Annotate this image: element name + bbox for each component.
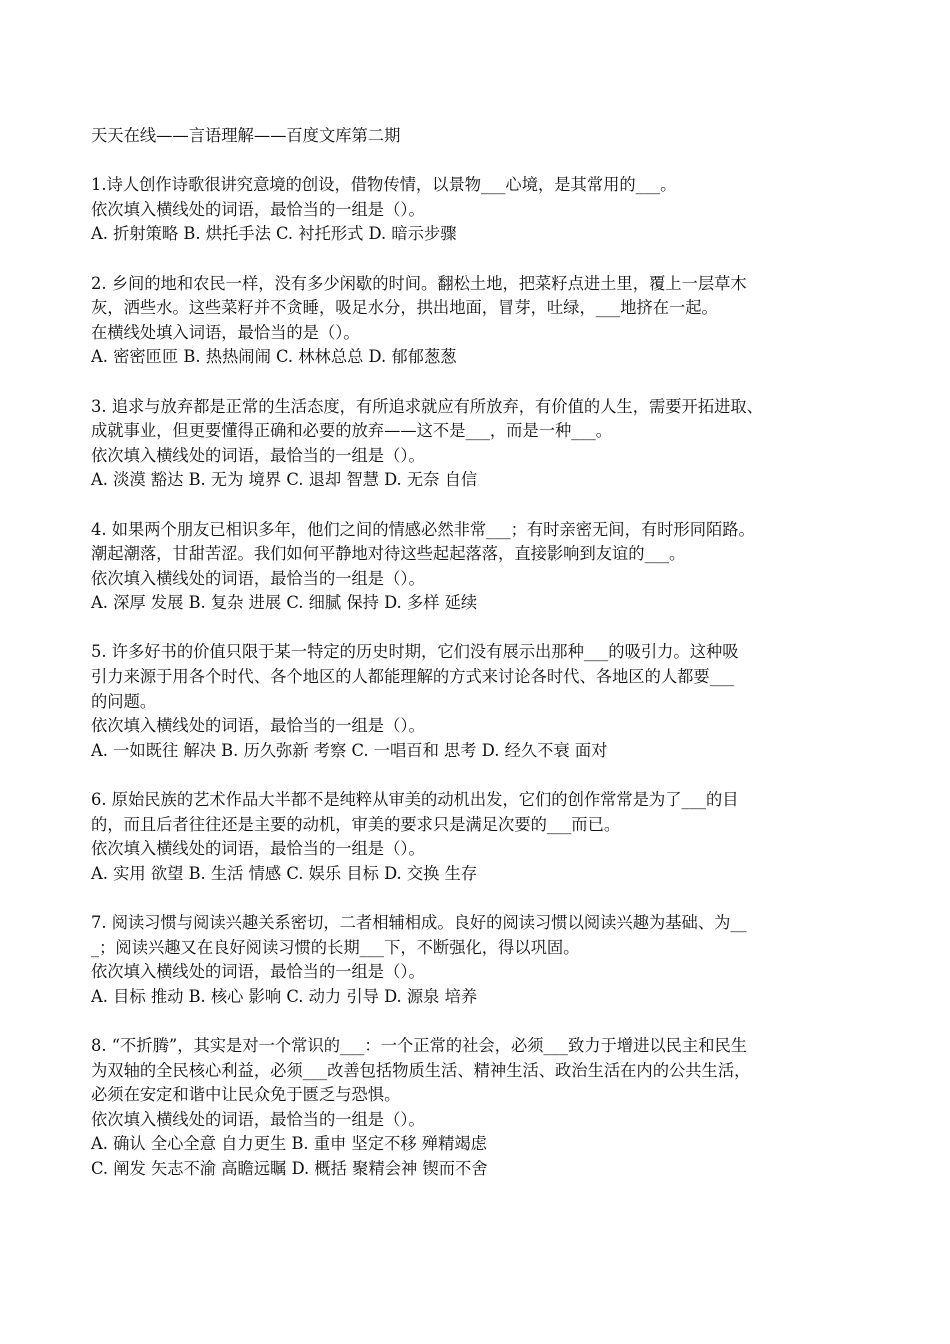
question-line: 8. “不折腾”，其实是对一个常识的___：一个正常的社会，必须___致力于增进以民主和民生 <box>91 1035 748 1055</box>
question-line: 6. 原始民族的艺术作品大半都不是纯粹从审美的动机出发，它们的创作常常是为了___的目 <box>91 790 739 810</box>
document-title: 天天在线——言语理解——百度文库第二期 <box>91 126 401 145</box>
question-line: 依次填入横线处的词语，最恰当的一组是（）。 <box>91 199 425 219</box>
question-line: A. 密密匝匝 B. 热热闹闹 C. 林林总总 D. 郁郁葱葱 <box>91 347 457 367</box>
question-line: 成就事业，但更要懂得正确和必要的放弃——这不是___，而是一种___。 <box>91 421 613 441</box>
question-line: A. 折射策略 B. 烘托手法 C. 衬托形式 D. 暗示步骤 <box>91 224 457 244</box>
question-line: 必须在安定和谐中让民众免于匮乏与恐惧。 <box>91 1085 401 1105</box>
question-line: 潮起潮落，甘甜苦涩。我们如何平静地对待这些起起落落，直接影响到友谊的___。 <box>91 544 686 564</box>
question-line: A. 确认 全心全意 自力更生 B. 重申 坚定不移 殚精竭虑 <box>91 1134 487 1154</box>
question-5 <box>91 640 871 763</box>
question-line: A. 目标 推动 B. 核心 影响 C. 动力 引导 D. 源泉 培养 <box>91 986 478 1006</box>
question-line: 依次填入横线处的词语，最恰当的一组是（）。 <box>91 568 425 588</box>
question-line: 依次填入横线处的词语，最恰当的一组是（）。 <box>91 716 425 736</box>
question-8 <box>91 1034 871 1182</box>
question-line: _；阅读兴趣又在良好阅读习惯的长期___下，不断强化，得以巩固。 <box>91 937 580 957</box>
question-line: 为双轴的全民核心利益，必须___改善包括物质生活、精神生活、政治生活在内的公共生活， <box>91 1060 751 1080</box>
question-line: 7. 阅读习惯与阅读兴趣关系密切，二者相辅相成。良好的阅读习惯以阅读兴趣为基础、为__ <box>91 913 747 932</box>
question-2 <box>91 272 871 370</box>
document-page <box>91 124 871 1206</box>
question-4 <box>91 518 871 616</box>
question-line: 依次填入横线处的词语，最恰当的一组是（）。 <box>91 839 425 859</box>
question-3 <box>91 395 871 493</box>
question-line: A. 深厚 发展 B. 复杂 进展 C. 细腻 保持 D. 多样 延续 <box>91 593 478 613</box>
question-line: C. 阐发 矢志不渝 高瞻远瞩 D. 概括 聚精会神 锲而不舍 <box>91 1158 488 1178</box>
question-6 <box>91 788 871 886</box>
question-line: 4. 如果两个朋友已相识多年，他们之间的情感必然非常___；有时亲密无间，有时形同陌路。 <box>91 519 755 539</box>
question-line: 依次填入横线处的词语，最恰当的一组是（）。 <box>91 445 425 465</box>
question-line: 在横线处填入词语，最恰当的是（）。 <box>91 322 360 342</box>
question-line: A. 一如既往 解决 B. 历久弥新 考察 C. 一唱百和 思考 D. 经久不衰 面对 <box>91 740 608 760</box>
question-line: 3. 追求与放弃都是正常的生活态度，有所追求就应有所放弃，有价值的人生，需要开拓进取、 <box>91 396 763 416</box>
question-line: 5. 许多好书的价值只限于某一特定的历史时期，它们没有展示出那种___的吸引力。这种吸 <box>91 642 739 662</box>
question-line: 1.诗人创作诗歌很讲究意境的创设，借物传情，以景物___心境，是其常用的___。 <box>91 175 677 195</box>
question-line: 引力来源于用各个时代、各个地区的人都能理解的方式来讨论各时代、各地区的人都要___ <box>91 667 735 687</box>
question-list <box>91 173 871 1181</box>
question-line: 的，而且后者往往还是主要的动机，审美的要求只是满足次要的___而已。 <box>91 814 621 834</box>
question-line: A. 实用 欲望 B. 生活 情感 C. 娱乐 目标 D. 交换 生存 <box>91 863 478 883</box>
question-line: 的问题。 <box>91 691 157 711</box>
question-line: 灰，洒些水。这些菜籽并不贪睡，吸足水分，拱出地面，冒芽，吐绿，___地挤在一起。 <box>91 298 718 318</box>
question-line: 依次填入横线处的词语，最恰当的一组是（）。 <box>91 962 425 982</box>
question-1 <box>91 173 871 247</box>
question-line: 依次填入横线处的词语，最恰当的一组是（）。 <box>91 1109 425 1129</box>
question-7 <box>91 911 871 1009</box>
question-line: A. 淡漠 豁达 B. 无为 境界 C. 退却 智慧 D. 无奈 自信 <box>91 470 478 490</box>
question-line: 2. 乡间的地和农民一样，没有多少闲歇的时间。翻松土地，把菜籽点进土里，覆上一层草木 <box>91 273 747 293</box>
